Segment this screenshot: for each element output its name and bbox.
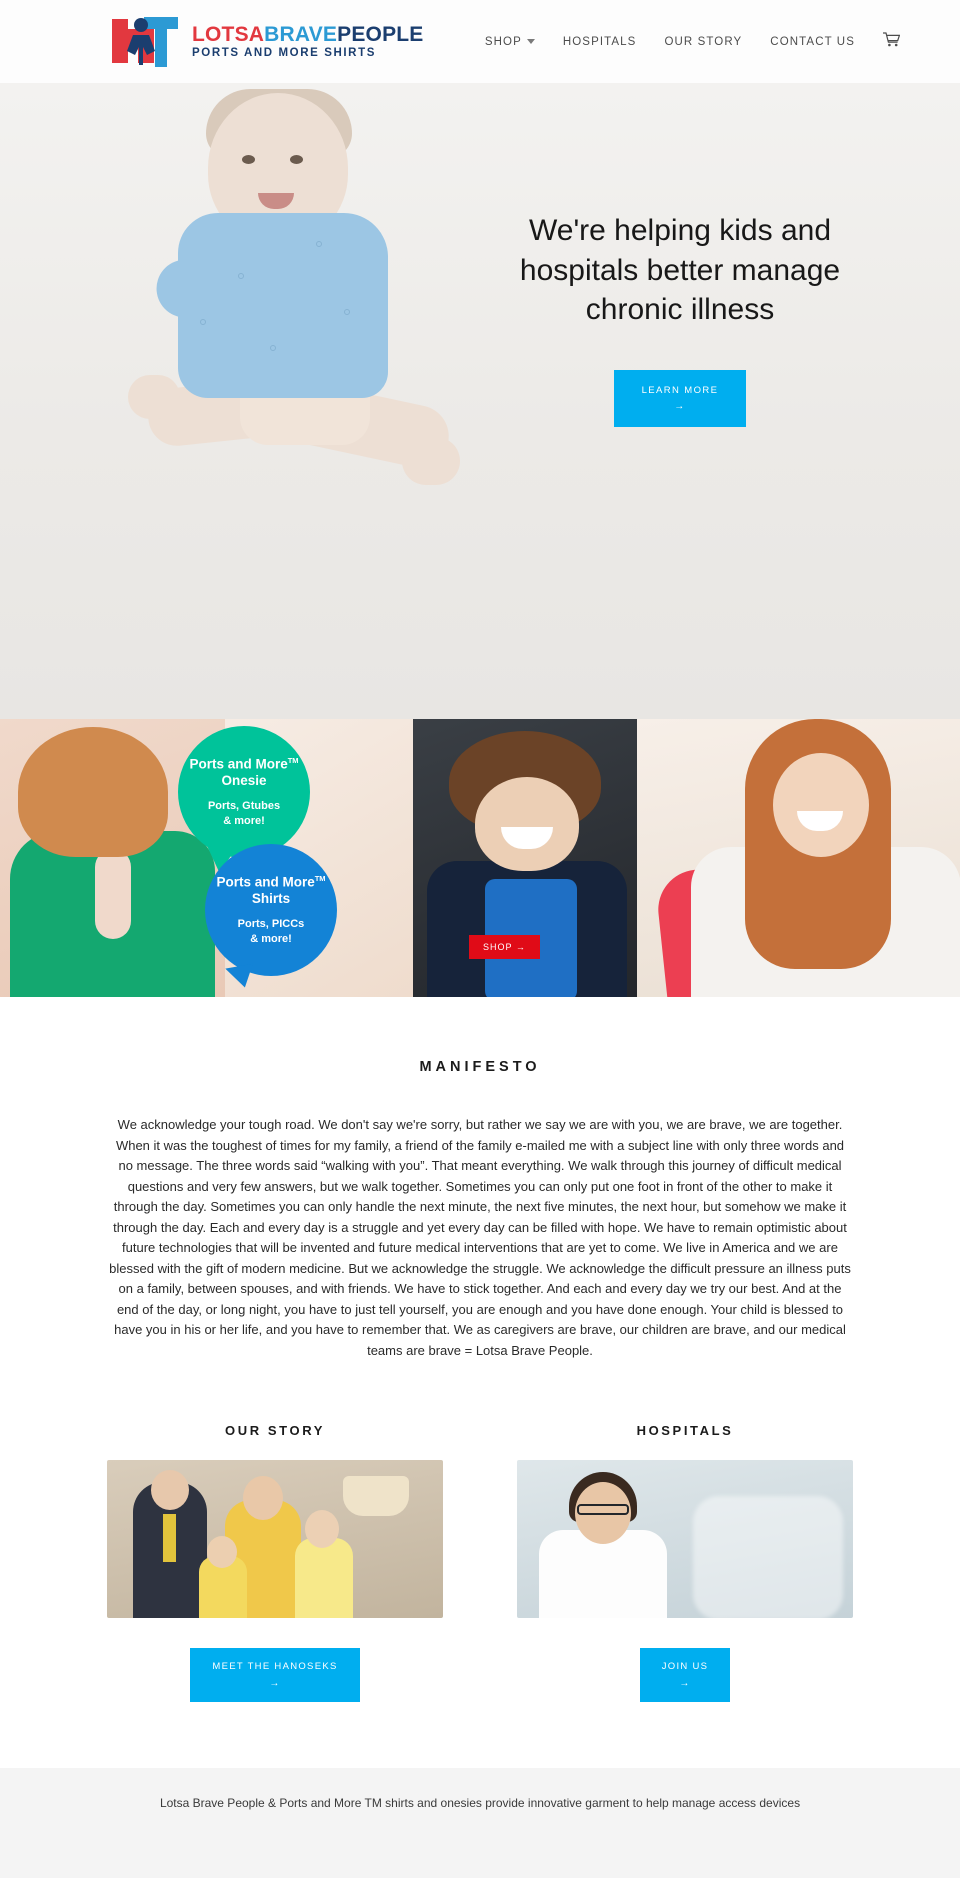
logo-mark-icon (108, 13, 186, 71)
feature-columns (0, 1423, 960, 1701)
bubble-shirts-sub1: Ports, PICCs (237, 918, 305, 931)
hero-copy (490, 211, 870, 427)
bubble-shirts-title: Ports and More (216, 874, 315, 890)
hero-title: We're helping kids and hospitals better manage chronic illness (519, 214, 841, 327)
join-us-button[interactable] (640, 1648, 731, 1701)
logo-text (192, 24, 424, 60)
chevron-down-icon (527, 39, 535, 44)
hospitals-title: HOSPITALS (636, 1423, 734, 1439)
bubble-onesie-sub2: & more! (223, 814, 265, 827)
doctor-photo (517, 1460, 853, 1618)
meet-the-hanoseks-button[interactable] (190, 1648, 359, 1701)
nav-label-our-story: OUR STORY (664, 35, 743, 48)
site-logo[interactable] (108, 13, 424, 71)
trademark-icon: TM (287, 756, 299, 766)
arrow-right-icon: → (674, 401, 686, 413)
nav-item-hospitals[interactable] (563, 36, 637, 48)
family-photo (107, 1460, 443, 1618)
nav-label-hospitals: HOSPITALS (562, 35, 637, 48)
logo-tagline: PORTS AND MORE SHIRTS (192, 46, 376, 59)
logo-word-people: PEOPLE (337, 22, 424, 46)
learn-more-button[interactable] (614, 370, 747, 427)
bubble-onesie-title2: Onesie (221, 773, 267, 789)
hero-baby-image (120, 93, 480, 523)
arrow-right-icon: → (515, 942, 526, 952)
mother-daughter-photo (637, 719, 960, 997)
learn-more-label: LEARN MORE (641, 384, 719, 396)
bubble-shirts[interactable] (205, 844, 337, 976)
logo-word-brave: BRAVE (264, 22, 338, 46)
bubble-onesie-title: Ports and More (189, 756, 288, 772)
meet-the-hanoseks-label: MEET THE HANOSEKS (212, 1661, 338, 1673)
column-hospitals (517, 1423, 853, 1701)
manifesto-body: We acknowledge your tough road. We don't say we're sorry, but rather we say we are with you, we are brave, we are together. When it was the toughest of times for my family, a friend of the family e-mailed me with a subject line with only three words and no message. The three words said “walking with you”. That meant everything. We walk through this journey of difficult medical questions and very few answers, but we walk together. Sometimes you can only put one foot in front of the other to make it through the day. Sometimes you can only handle the next minute, the next five minutes, the next hour, but somehow we make it through the day. Each and every day is a struggle and yet every day can be filled with hope. We have to remain optimistic about future technologies that will be invented and future medical interventions that are yet to come. We live in America and we are blessed with the gift of modern medicine. But we acknowledge the struggle. We acknowledge the difficult pressure an illness puts on a family, between spouses, and with friends. We have to stick together. And each and every day we try our best. And at the end of the day, or long night, you have to just tell yourself, you are enough and you have done enough. Your child is blessed to have you in his or her life, and you have to remember that. We as caregivers are brave, our children are brave, and our medical teams are brave = Lotsa Brave People. (109, 1117, 851, 1358)
site-footer (0, 1768, 960, 1878)
shopping-cart-icon[interactable] (883, 32, 900, 52)
main-navigation (485, 32, 960, 52)
shop-button-label: SHOP (483, 942, 513, 952)
nav-item-our-story[interactable] (664, 36, 742, 48)
arrow-right-icon: → (269, 1677, 281, 1689)
bubble-shirts-sub2: & more! (250, 932, 292, 945)
column-our-story (107, 1423, 443, 1701)
footer-text: Lotsa Brave People & Ports and More TM shirts and onesies provide innovative garment to help manage access devices (159, 1795, 801, 1810)
join-us-label: JOIN US (661, 1661, 709, 1673)
nav-label-shop: SHOP (484, 35, 522, 48)
boy-shirt-photo (413, 719, 637, 997)
nav-label-contact-us: CONTACT US (770, 35, 855, 48)
site-header (0, 0, 960, 83)
nav-item-shop[interactable] (485, 36, 535, 48)
manifesto-title: MANIFESTO (419, 1059, 541, 1075)
product-banner (0, 719, 960, 997)
arrow-right-icon: → (679, 1677, 691, 1689)
bubble-onesie[interactable] (178, 726, 310, 858)
manifesto-section (0, 997, 960, 1702)
trademark-icon: TM (314, 874, 326, 884)
our-story-title: OUR STORY (225, 1423, 325, 1439)
bubble-onesie-sub1: Ports, Gtubes (207, 800, 281, 813)
nav-item-contact-us[interactable] (770, 36, 855, 48)
logo-word-lotsa: LOTSA (192, 22, 265, 46)
shop-button[interactable] (469, 935, 540, 959)
hero-section (0, 83, 960, 719)
bubble-shirts-title2: Shirts (251, 891, 291, 907)
